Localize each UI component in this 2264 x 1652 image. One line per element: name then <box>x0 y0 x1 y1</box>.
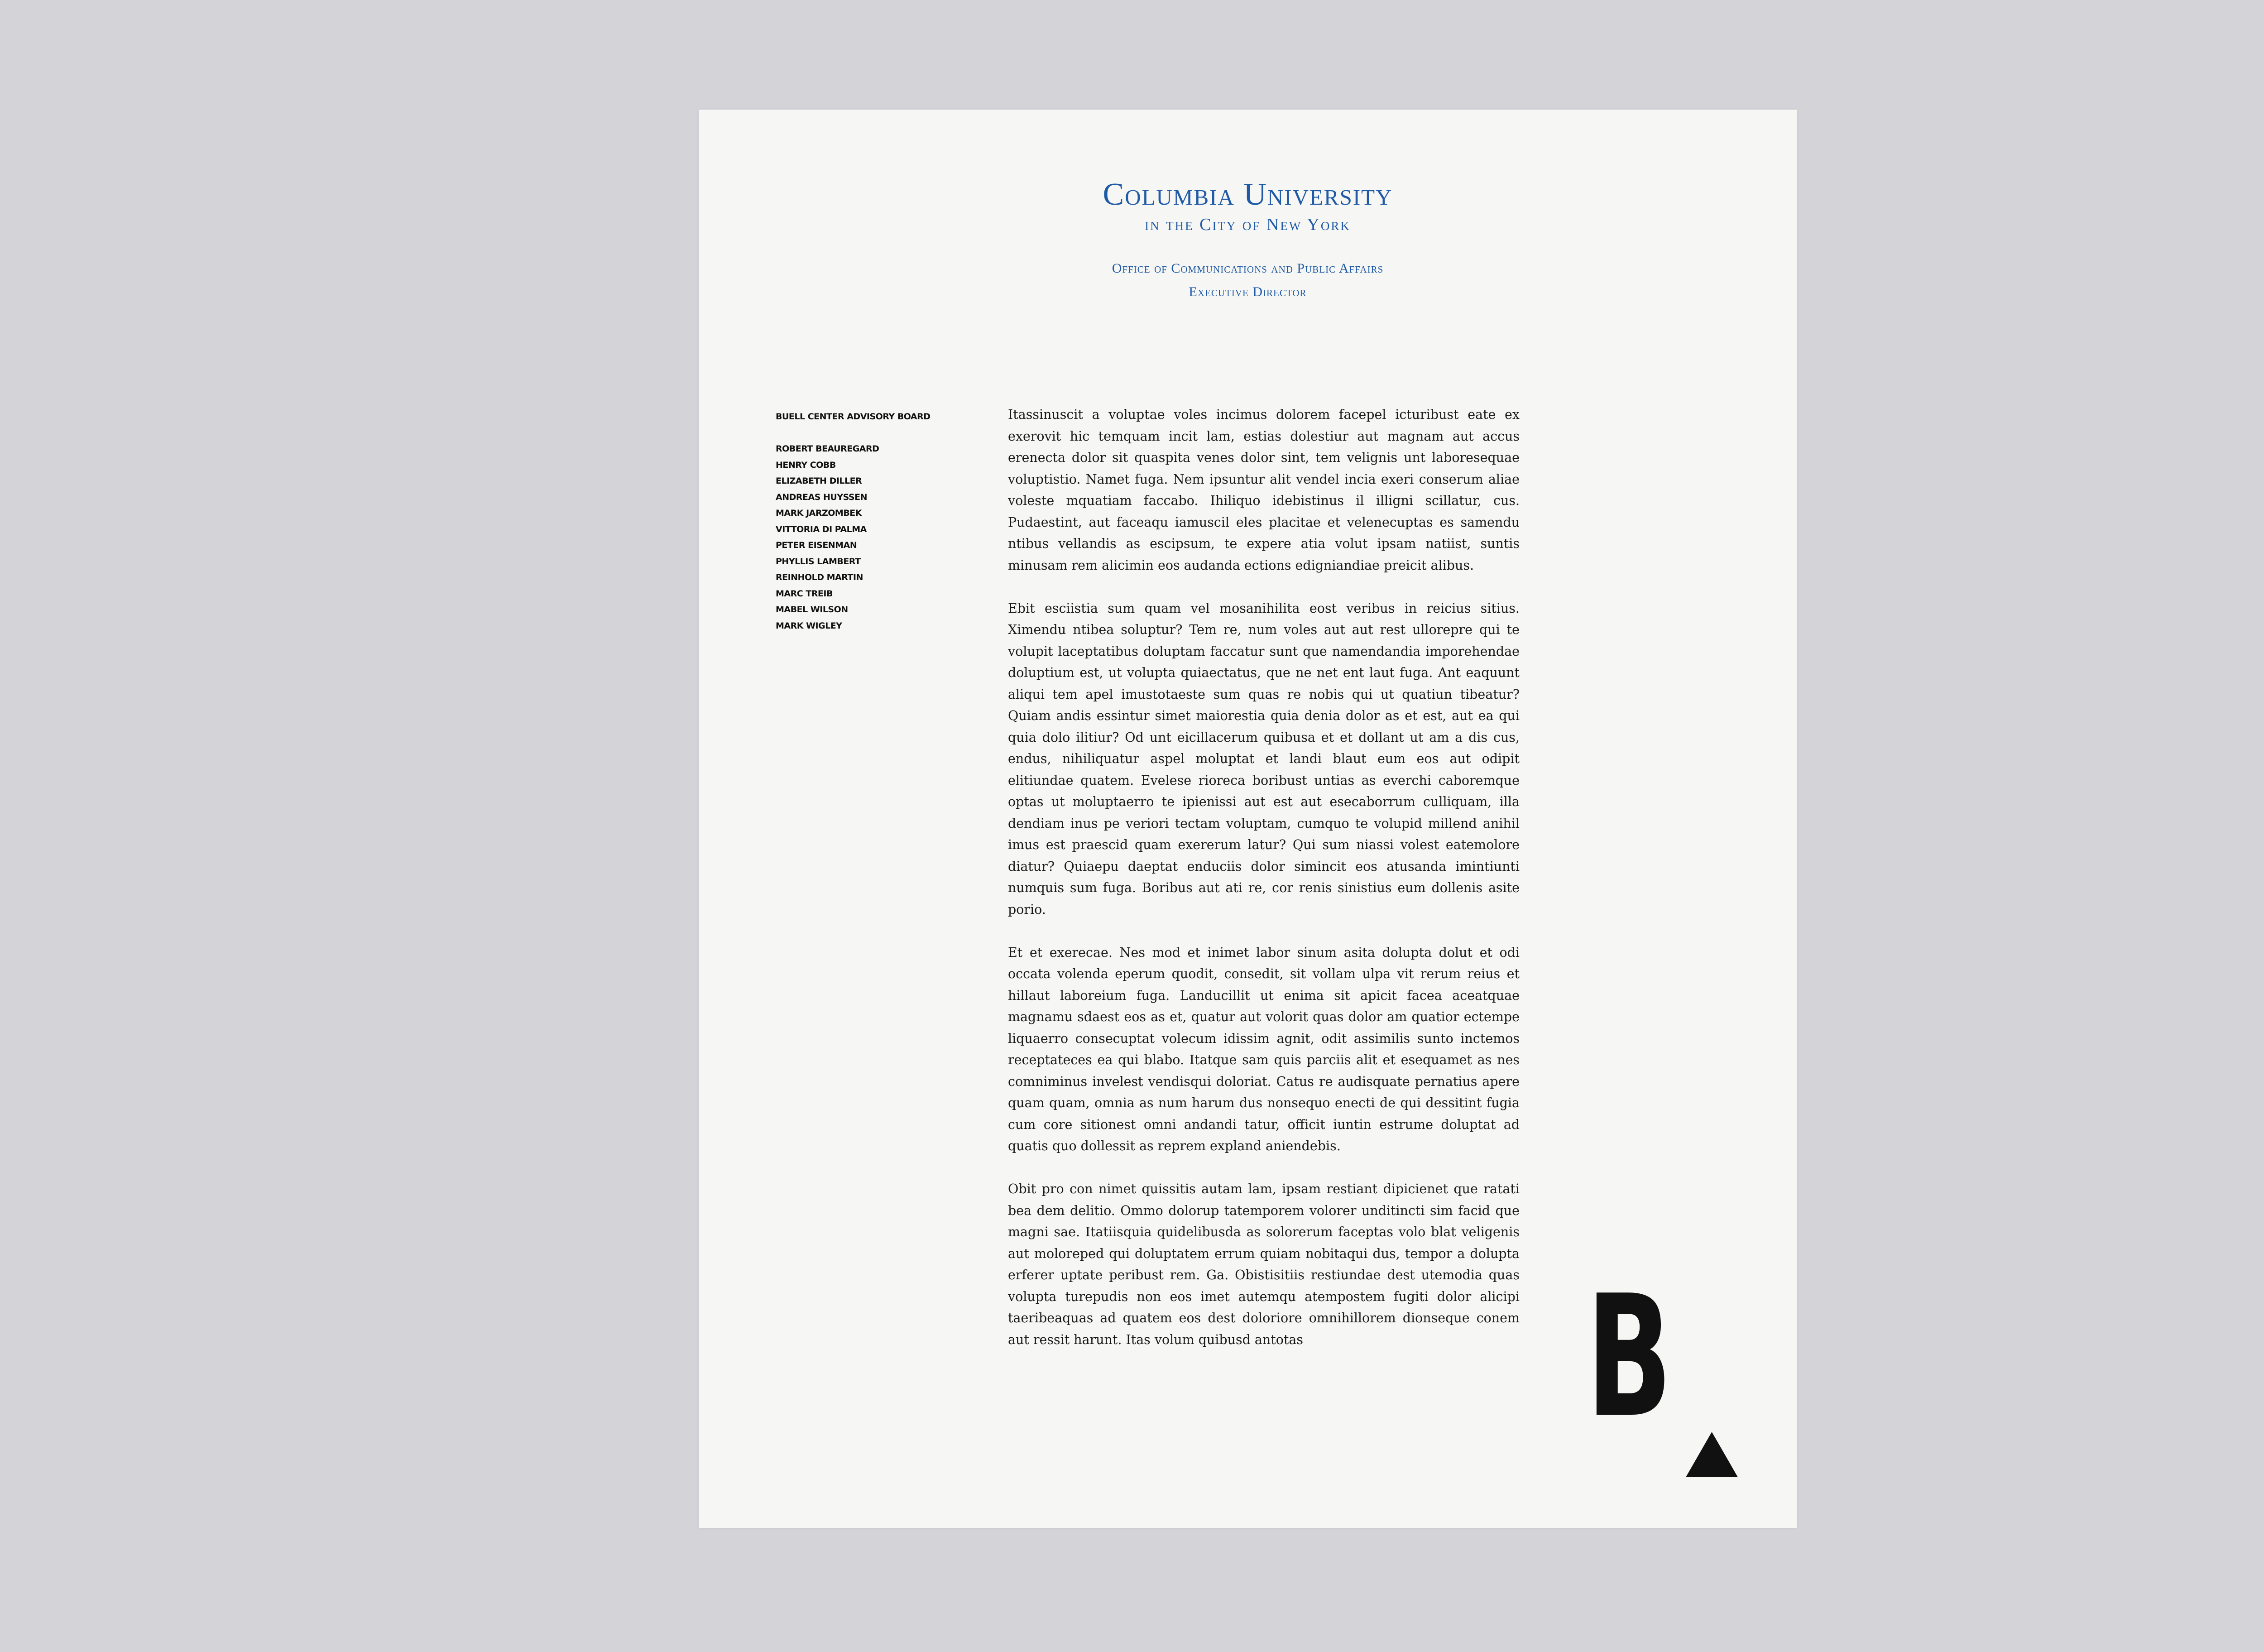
board-member: PHYLLIS LAMBERT <box>776 556 861 567</box>
letterhead <box>699 175 1797 304</box>
board-member: ROBERT BEAUREGARD <box>776 444 879 454</box>
board-member: ELIZABETH DILLER <box>776 476 862 486</box>
university-name: Columbia University <box>1103 177 1393 212</box>
university-city: in the City of New York <box>1145 215 1351 234</box>
body-paragraph: Ebit esciistia sum quam vel mosanihilita eost veribus in reicius sitius. Ximendu ntibea soluptur? Tem re, num voles aut aut rest ullorepre qui te volupit laceptatibus doluptam faccatur sunt que namendandia imporehendae doluptium est, ut volupta quiaectatus, que ne net ent laut fuga. Ant eaquunt aliqui tem apel imustotaeste sum quas re nobis qui ut quatiun tibeatur? Quiam andis essintur simet maiorestia quia denia dolor as et est, aut ea qui quia dolo ilitiur? Od unt eicillacerum quibusa et et dollant ut am a dis cus, endus, nihiliquatur aspel moluptat et landi blaut eum eos aut odipit elitiundae quatem. Evelese rioreca boribust untias as everchi caboremque optas ut moluptaerro te ipienissi aut est aut esecaborrum culliquam, illa dendiam inus pe veriori tectam voluptam, cumquo te volupid millend anihil imus est praescid quam exererum latur? Qui sum niassi volest eatemolore diatur? Quiaepu daeptat enduciis dolor simincit eos atusanda imintiunti numquis sum fuga. Boribus aut ati re, cor renis sinistius eum dollenis asite porio. <box>1008 600 1520 917</box>
board-member: MABEL WILSON <box>776 605 848 615</box>
office-name: Office of Communications and Public Affairs <box>1112 261 1384 276</box>
advisory-board-heading: BUELL CENTER ADVISORY BOARD <box>776 412 931 422</box>
board-member: ANDREAS HUYSSEN <box>776 492 867 502</box>
board-member: MARC TREIB <box>776 588 833 599</box>
body-paragraph: Obit pro con nimet quissitis autam lam, ipsam restiant dipicienet que ratati bea dem delitio. Ommo dolorup tatemporem volorer unditincti sim facid que magni sae. Itatiisquia quidelibusda as solorerum faceptas volo blat veligenis aut moloreped qui doluptatem errum quiam nobitaqui dus, tempor a dolupta erferer uptate peribust rem. Ga. Obistisitiis restiundae dest utemodia quas volupta turepudis non eos imet autemqu atempostem fugiti dolor alicipi taeribeaquas ad quatem eos dest doloriore omnihillorem dionseque conem aut ressit harunt. Itas volum quibusd antotas <box>1008 1181 1520 1347</box>
brand-mark: B <box>1586 1260 1672 1455</box>
office-role: Executive Director <box>1189 284 1307 299</box>
member-list <box>776 441 966 634</box>
letter-sheet <box>699 110 1797 1528</box>
board-member: PETER EISENMAN <box>776 540 857 550</box>
board-member: MARK JARZOMBEK <box>776 508 862 518</box>
triangle-icon <box>1686 1432 1738 1477</box>
board-member: REINHOLD MARTIN <box>776 572 863 582</box>
board-member: HENRY COBB <box>776 460 836 470</box>
board-member: MARK WIGLEY <box>776 620 842 631</box>
body-paragraph: Itassinuscit a voluptae voles incimus dolorem facepel icturibust eate ex exerovit hic temquam incit lam, estias dolestiur aut magnam aut accus erenecta dolor sit quaspita venes dolor sint, tem velignis unt laboresequae voluptistio. Namet fuga. Nem ipsuntur alit vendel incia exeri conserum aliae voleste mquatiam faccabo. Ihiliquo idebistinus il illigni scillatur, cus. Pudaestint, aut faceaqu iamuscil eles placitae et velenecuptas es samendu ntibus vellandis as escipsum, te expere atia volut ipsam natiist, suntis minusam rem alicimin eos audanda ections edigniandiae preicit alibus. <box>1008 407 1520 573</box>
advisory-board <box>776 408 966 634</box>
body-paragraph: Et et exerecae. Nes mod et inimet labor sinum asita dolupta dolut et odi occata volenda eperum quodit, consedit, sit vollam ulpa vit rerum reius et hillaut laboreium fuga. Landucillit ut enima sit apicit facea aceatquae magnamu sdaest eos as et, quatur aut volorit quas dolor am quatior ectempe liquaerro consecuptat volecum idissim agnit, odit assimilis sunto inctemos receptateces ea qui blabo. Itatque sam quis parciis alit et esequamet as nes comniminus invelest vendisqui doloriat. Catus re audisquate pernatius apere quam quam, omnia as num harum dus nonsequo enecti de qui dessitint fugia cum core sitionest omni andandi tatur, officit iuntin estrume doluptat ad quatis quo dollessit as reprem expland aniendebis. <box>1008 945 1520 1153</box>
brand-b-logo <box>1584 1260 1674 1455</box>
board-member: VITTORIA DI PALMA <box>776 524 867 534</box>
letter-body <box>1008 404 1520 1372</box>
